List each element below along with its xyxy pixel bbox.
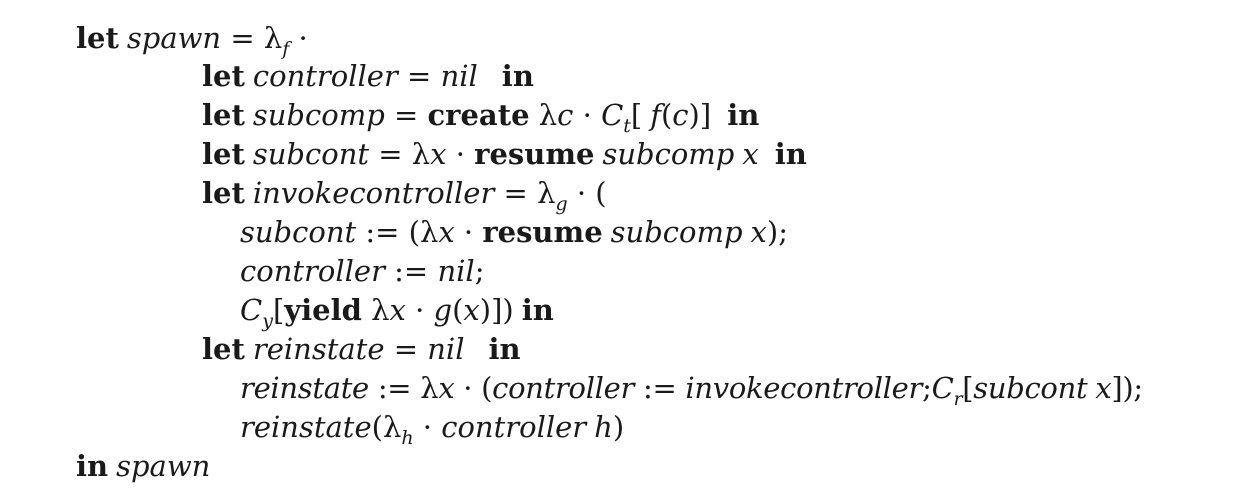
paren-bracket-close: )]) [479, 293, 514, 327]
code-line-9 [202, 330, 521, 369]
paren-open: ( [660, 98, 673, 132]
var-C: C [240, 293, 263, 327]
var-reinstate: reinstate [252, 332, 385, 366]
paren-close: ) [612, 410, 625, 444]
keyword-let: let [202, 98, 245, 132]
code-line-11 [240, 408, 624, 447]
var-subcomp: subcomp [252, 98, 385, 132]
var-reinstate: reinstate [240, 410, 372, 444]
var-controller: controller [492, 371, 635, 405]
var-subcont: subcont [252, 137, 370, 171]
keyword-in: in [727, 98, 760, 132]
keyword-in: in [501, 59, 534, 93]
code-line-2 [202, 57, 534, 96]
var-nil: nil [427, 332, 465, 366]
op-eq: = [384, 98, 428, 132]
keyword-in: in [521, 293, 554, 327]
subscript-t: t [623, 115, 631, 137]
var-g: g [433, 293, 453, 327]
var-C: C [931, 371, 954, 405]
subscript-f: f [282, 38, 290, 60]
var-x: x [750, 215, 767, 249]
keyword-let: let [202, 176, 245, 210]
semicolon: ; [922, 371, 932, 405]
var-invokecontroller: invokecontroller [685, 371, 923, 405]
op-dot: · [289, 21, 308, 55]
code-line-8 [240, 291, 554, 330]
code-line-1 [76, 19, 308, 58]
paren-lambda: (λ [371, 410, 402, 444]
subscript-y: y [262, 310, 273, 332]
code-line-4 [202, 135, 807, 174]
keyword-let: let [76, 21, 119, 55]
var-h: h [594, 410, 613, 444]
keyword-in: in [76, 449, 109, 483]
op-dot: · [446, 137, 475, 171]
code-line-10 [240, 369, 1143, 408]
op-dot: · [454, 215, 483, 249]
var-x: x [742, 137, 759, 171]
var-C: C [601, 98, 624, 132]
keyword-in: in [488, 332, 521, 366]
var-subcont: subcont [973, 371, 1088, 405]
var-subcont: subcont [240, 215, 357, 249]
subscript-r: r [953, 388, 963, 410]
var-nil: nil [440, 59, 478, 93]
keyword-resume: resume [482, 215, 603, 249]
op-dot: · [573, 98, 602, 132]
var-x: x [1095, 371, 1112, 405]
var-controller: controller [240, 254, 385, 288]
op-dot: · [413, 410, 442, 444]
bracket-open: [ [962, 371, 974, 405]
op-lambda: λ [361, 293, 390, 327]
op-eq-lambda: = λ [221, 21, 283, 55]
var-f: f [650, 98, 661, 132]
op-dot: · [405, 293, 434, 327]
var-controller: controller [252, 59, 398, 93]
paren-close-semicolon: ); [766, 215, 788, 249]
var-x: x [438, 215, 455, 249]
var-spawn: spawn [126, 21, 222, 55]
keyword-let: let [202, 59, 245, 93]
keyword-let: let [202, 332, 245, 366]
bracket-open: [ [272, 293, 285, 327]
code-line-6 [240, 213, 788, 252]
var-nil: nil [437, 254, 475, 288]
keyword-create: create [427, 98, 530, 132]
op-dot-paren: · ( [567, 176, 607, 210]
keyword-yield: yield [284, 293, 362, 327]
op-assign: := [634, 371, 686, 405]
semicolon: ; [474, 254, 485, 288]
var-x: x [463, 293, 480, 327]
var-reinstate: reinstate [240, 371, 369, 405]
var-subcomp: subcomp [610, 215, 743, 249]
paren-bracket-close: )] [688, 98, 712, 132]
var-c: c [672, 98, 689, 132]
op-eq-lambda: = λ [494, 176, 556, 210]
op-assign-lambda: := λ [368, 371, 439, 405]
subscript-h: h [401, 427, 414, 449]
var-controller: controller [441, 410, 587, 444]
keyword-let: let [202, 137, 245, 171]
op-assign: := [384, 254, 438, 288]
code-line-5 [202, 174, 607, 213]
var-x: x [430, 137, 447, 171]
op-eq: = [384, 332, 428, 366]
op-dot-paren: · ( [454, 371, 493, 405]
bracket-open: [ [630, 98, 643, 132]
bracket-paren-close: ]); [1111, 371, 1143, 405]
var-x: x [438, 371, 455, 405]
op-lambda: λ [529, 98, 558, 132]
keyword-in: in [774, 137, 807, 171]
op-eq-lambda: = λ [369, 137, 431, 171]
var-c: c [557, 98, 574, 132]
paren-open: ( [452, 293, 464, 327]
var-x: x [389, 293, 406, 327]
code-line-7 [240, 252, 484, 291]
keyword-resume: resume [474, 137, 595, 171]
var-subcomp: subcomp [602, 137, 735, 171]
op-eq: = [397, 59, 441, 93]
code-line-12 [76, 447, 210, 486]
subscript-g: g [555, 193, 568, 215]
code-line-3 [202, 96, 759, 135]
op-assign-lambda: := (λ [356, 215, 439, 249]
var-invokecontroller: invokecontroller [252, 176, 495, 210]
var-spawn: spawn [116, 449, 211, 483]
